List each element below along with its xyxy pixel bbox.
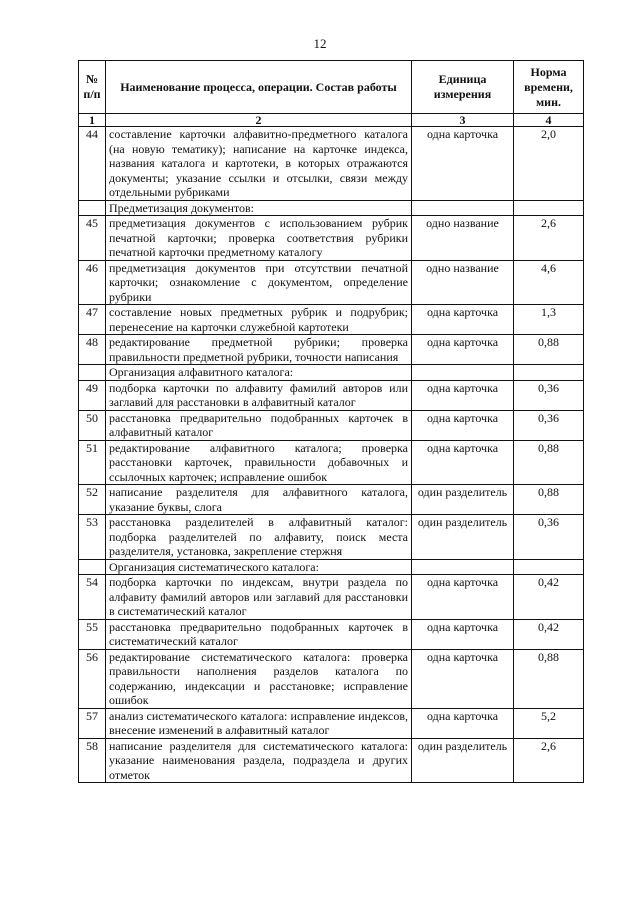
time-norm: 2,6 — [514, 738, 584, 783]
time-norm: 0,88 — [514, 335, 584, 365]
operation-name: предметизация документов с использованием рубрик печатной карточки; проверка соответствия рубрики печатной карточки предметному каталогу — [106, 216, 412, 261]
unit-of-measure: одно название — [412, 216, 514, 261]
section-row — [79, 365, 584, 381]
column-number: 4 — [514, 114, 584, 127]
page-number: 12 — [313, 36, 327, 51]
operation-name: расстановка разделителей в алфавитный каталог: подборка разделителей по алфавиту, поиск места разделителя, установка, закрепление стержня — [106, 515, 412, 560]
operation-name: расстановка предварительно подобранных карточек в алфавитный каталог — [106, 410, 412, 440]
operation-name: составление карточки алфавитно-предметного каталога (на новую тематику); написание на карточке индекса, названия каталога и картотеки, в которых отражаются документы; указание ссылки и отсылки, связи между отдельными рубриками — [106, 127, 412, 201]
row-number: 49 — [79, 380, 106, 410]
row-number: 50 — [79, 410, 106, 440]
row-number: 52 — [79, 485, 106, 515]
operation-name: подборка карточки по алфавиту фамилий авторов или заглавий для расстановки в алфавитный каталог — [106, 380, 412, 410]
unit-of-measure: одно название — [412, 260, 514, 305]
operation-name: расстановка предварительно подобранных карточек в систематический каталог — [106, 619, 412, 649]
row-number: 57 — [79, 708, 106, 738]
table-body — [79, 127, 584, 783]
table-row — [79, 410, 584, 440]
unit-of-measure: одна карточка — [412, 380, 514, 410]
section-row — [79, 200, 584, 216]
operation-name: анализ систематического каталога: исправление индексов, внесение изменений в алфавитный каталог — [106, 708, 412, 738]
unit-of-measure: одна карточка — [412, 440, 514, 485]
time-norm: 0,88 — [514, 485, 584, 515]
operation-name: подборка карточки по индексам, внутри раздела по алфавиту фамилий авторов или заглавий для расстановки в систематический каталог — [106, 575, 412, 620]
unit-of-measure: одна карточка — [412, 410, 514, 440]
row-number: 47 — [79, 305, 106, 335]
section-unit-cell — [412, 559, 514, 575]
time-norm: 0,88 — [514, 649, 584, 708]
section-norm-cell — [514, 200, 584, 216]
section-row — [79, 559, 584, 575]
time-norm: 4,6 — [514, 260, 584, 305]
unit-of-measure: один разделитель — [412, 485, 514, 515]
operation-name: редактирование предметной рубрики; проверка правильности предметной рубрики, точности написания — [106, 335, 412, 365]
row-number: 44 — [79, 127, 106, 201]
operation-name: написание разделителя для систематического каталога: указание наименования раздела, подраздела и других отметок — [106, 738, 412, 783]
column-number: 2 — [106, 114, 412, 127]
section-title: Организация алфавитного каталога: — [106, 365, 412, 381]
unit-of-measure: одна карточка — [412, 619, 514, 649]
row-number: 55 — [79, 619, 106, 649]
time-norm: 1,3 — [514, 305, 584, 335]
row-number: 45 — [79, 216, 106, 261]
table-row — [79, 335, 584, 365]
time-norm: 0,88 — [514, 440, 584, 485]
table-row — [79, 216, 584, 261]
section-norm-cell — [514, 559, 584, 575]
unit-of-measure: одна карточка — [412, 649, 514, 708]
section-title: Предметизация документов: — [106, 200, 412, 216]
table-row — [79, 485, 584, 515]
section-norm-cell — [514, 365, 584, 381]
time-norm: 0,36 — [514, 515, 584, 560]
operation-name: составление новых предметных рубрик и подрубрик; перенесение на карточки служебной картотеки — [106, 305, 412, 335]
table-row — [79, 260, 584, 305]
table-row — [79, 649, 584, 708]
time-norm: 5,2 — [514, 708, 584, 738]
column-number: 3 — [412, 114, 514, 127]
table-row — [79, 380, 584, 410]
time-norm: 0,42 — [514, 619, 584, 649]
table-row — [79, 440, 584, 485]
table-header-row — [79, 61, 584, 114]
section-num-cell — [79, 365, 106, 381]
table-row — [79, 738, 584, 783]
table-row — [79, 127, 584, 201]
row-number: 51 — [79, 440, 106, 485]
time-norm: 0,36 — [514, 380, 584, 410]
unit-of-measure: одна карточка — [412, 708, 514, 738]
time-norm: 0,42 — [514, 575, 584, 620]
header-num: № п/п — [79, 61, 106, 114]
header-unit: Единица измерения — [412, 61, 514, 114]
column-number: 1 — [79, 114, 106, 127]
row-number: 54 — [79, 575, 106, 620]
unit-of-measure: одна карточка — [412, 575, 514, 620]
table-row — [79, 619, 584, 649]
norms-table — [78, 60, 584, 783]
row-number: 46 — [79, 260, 106, 305]
table-row — [79, 575, 584, 620]
section-unit-cell — [412, 365, 514, 381]
header-name: Наименование процесса, операции. Состав работы — [106, 61, 412, 114]
section-num-cell — [79, 200, 106, 216]
header-norm: Норма времени, мин. — [514, 61, 584, 114]
time-norm: 2,6 — [514, 216, 584, 261]
operation-name: редактирование алфавитного каталога; проверка расстановки карточек, правильности добавочных и ссылочных карточек; исправление ошибок — [106, 440, 412, 485]
column-number-row — [79, 114, 584, 127]
section-title: Организация систематического каталога: — [106, 559, 412, 575]
operation-name: редактирование систематического каталога: проверка правильности наполнения разделов каталога по содержанию, индексации и расстановке; исправление ошибок — [106, 649, 412, 708]
row-number: 56 — [79, 649, 106, 708]
section-unit-cell — [412, 200, 514, 216]
unit-of-measure: один разделитель — [412, 515, 514, 560]
unit-of-measure: одна карточка — [412, 305, 514, 335]
row-number: 48 — [79, 335, 106, 365]
unit-of-measure: одна карточка — [412, 127, 514, 201]
unit-of-measure: одна карточка — [412, 335, 514, 365]
table-row — [79, 708, 584, 738]
unit-of-measure: один разделитель — [412, 738, 514, 783]
operation-name: предметизация документов при отсутствии печатной карточки; ознакомление с документом, определение рубрики — [106, 260, 412, 305]
row-number: 58 — [79, 738, 106, 783]
table-row — [79, 515, 584, 560]
time-norm: 2,0 — [514, 127, 584, 201]
operation-name: написание разделителя для алфавитного каталога, указание буквы, слога — [106, 485, 412, 515]
time-norm: 0,36 — [514, 410, 584, 440]
table-row — [79, 305, 584, 335]
row-number: 53 — [79, 515, 106, 560]
section-num-cell — [79, 559, 106, 575]
